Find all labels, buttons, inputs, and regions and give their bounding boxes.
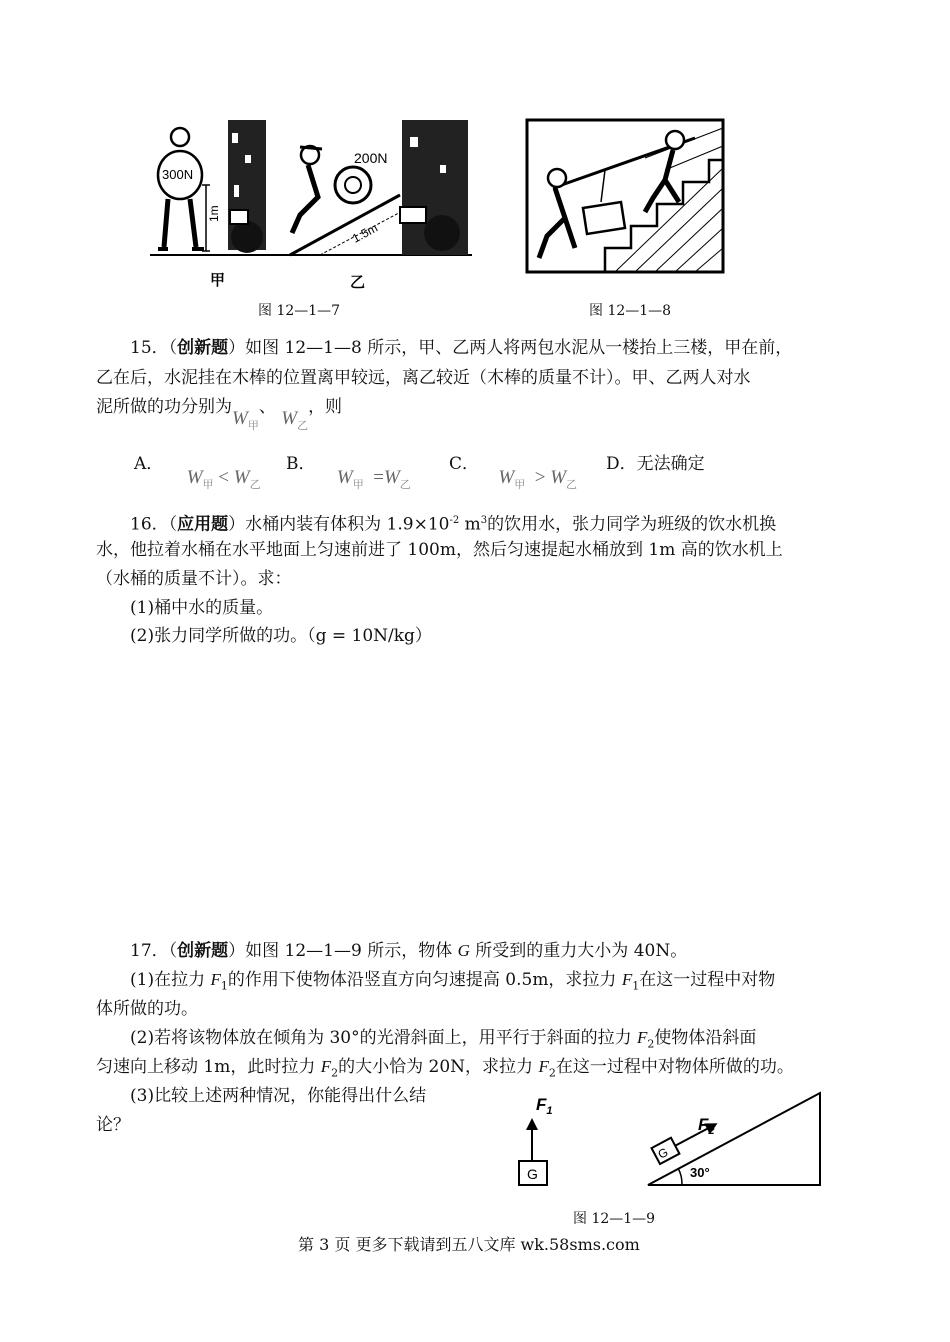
figure-12-1-9 bbox=[510, 1088, 830, 1192]
q16-number: 16． bbox=[130, 514, 169, 535]
q16-tag: 应用题 bbox=[177, 514, 229, 535]
q17-p3-line2: 论？ bbox=[96, 1115, 130, 1135]
q17-p2-line2: 匀速向上移动 1m，此时拉力 $F_2$的大小恰为 20N，求拉力 $F_2$在这一过程中对物体所做的功。 bbox=[96, 1057, 794, 1080]
q15-option-b: B． $W_甲 =W_乙$ bbox=[286, 454, 411, 491]
q15-option-d: D．无法确定 bbox=[606, 454, 705, 474]
q17-line1: 17．（创新题）如图 12—1—9 所示，物体 G 所受到的重力大小为 40N。 bbox=[130, 941, 688, 961]
q15-option-c: C． $W_甲 > W_乙$ bbox=[449, 454, 578, 491]
q15-line2: 乙在后，水泥挂在木棒的位置离甲较远，离乙较近（木棒的质量不计）。甲、乙两人对水 bbox=[96, 368, 751, 388]
q15-line1: 15．（创新题）如图 12—1—8 所示，甲、乙两人将两包水泥从一楼抬上三楼，甲在前， bbox=[130, 338, 793, 358]
figure-12-1-8 bbox=[525, 118, 725, 276]
box-g-left-label: G bbox=[527, 1166, 538, 1182]
q17-p2-line1: (2)若将该物体放在倾角为 30°的光滑斜面上，用平行于斜面的拉力 $F_2$使物体沿斜面 bbox=[130, 1028, 757, 1051]
height-label: 1m bbox=[207, 205, 221, 222]
caption-fig7: 图 12—1—7 bbox=[258, 303, 341, 319]
caption-fig9: 图 12—1—9 bbox=[573, 1211, 656, 1227]
ramp bbox=[290, 195, 400, 255]
f2-label: $F_2$ bbox=[698, 1115, 715, 1137]
q16-sub2: (2)张力同学所做的功。（g = 10N/kg） bbox=[130, 626, 432, 646]
q17-p1-line1: (1)在拉力 $F_1$的作用下使物体沿竖直方向匀速提高 0.5m，求拉力 $F_1$在这一过程中对物 bbox=[130, 970, 776, 993]
push-force-label: 200N bbox=[354, 150, 388, 166]
q16-line2: 水，他拉着水桶在水平地面上匀速前进了 100m，然后匀速提起水桶放到 1m 高的饮水机上 bbox=[96, 540, 783, 560]
box-g-right-label: G bbox=[655, 1144, 671, 1162]
q17-p3-line1: (3)比较上述两种情况，你能得出什么结 bbox=[130, 1086, 427, 1106]
page-footer: 第 3 页 更多下载请到五八文库 wk.58sms.com bbox=[298, 1235, 640, 1254]
ramp-length-label: 1.5m bbox=[349, 220, 380, 246]
caption-fig8: 图 12—1—8 bbox=[589, 303, 672, 319]
q15-line3: 泥所做的功分别为$W_甲$、 $W_乙$，则 bbox=[96, 397, 343, 432]
q16-line3: （水桶的质量不计）。求： bbox=[96, 569, 292, 589]
cement-bags-icon bbox=[583, 202, 625, 234]
q17-number: 17． bbox=[130, 941, 169, 961]
label-jia: 甲 bbox=[210, 271, 226, 289]
man-carrying-sack-icon bbox=[158, 128, 204, 249]
q17-p1-line2: 体所做的功。 bbox=[96, 999, 198, 1019]
incline bbox=[648, 1093, 820, 1185]
q15-tag: 创新题 bbox=[177, 338, 229, 358]
q15-option-a: A． $W_甲 < W_乙$ bbox=[134, 454, 261, 491]
label-yi: 乙 bbox=[350, 273, 366, 291]
q16-sub1: (1)桶中水的质量。 bbox=[130, 598, 274, 618]
figure-12-1-7 bbox=[150, 115, 472, 295]
q16-line1: 16．（应用题）水桶内装有体积为 $1.9\times 10^{-2}$ $m^3$的饮用水，张力同学为班级的饮水机换 bbox=[130, 514, 777, 535]
angle-label: 30° bbox=[690, 1165, 710, 1180]
sack-force-label: 300N bbox=[162, 167, 194, 182]
f1-arrow-icon bbox=[526, 1118, 538, 1160]
q17-tag: 创新题 bbox=[177, 941, 229, 961]
f1-label: $F_1$ bbox=[536, 1095, 553, 1117]
q15-number: 15． bbox=[130, 338, 169, 358]
